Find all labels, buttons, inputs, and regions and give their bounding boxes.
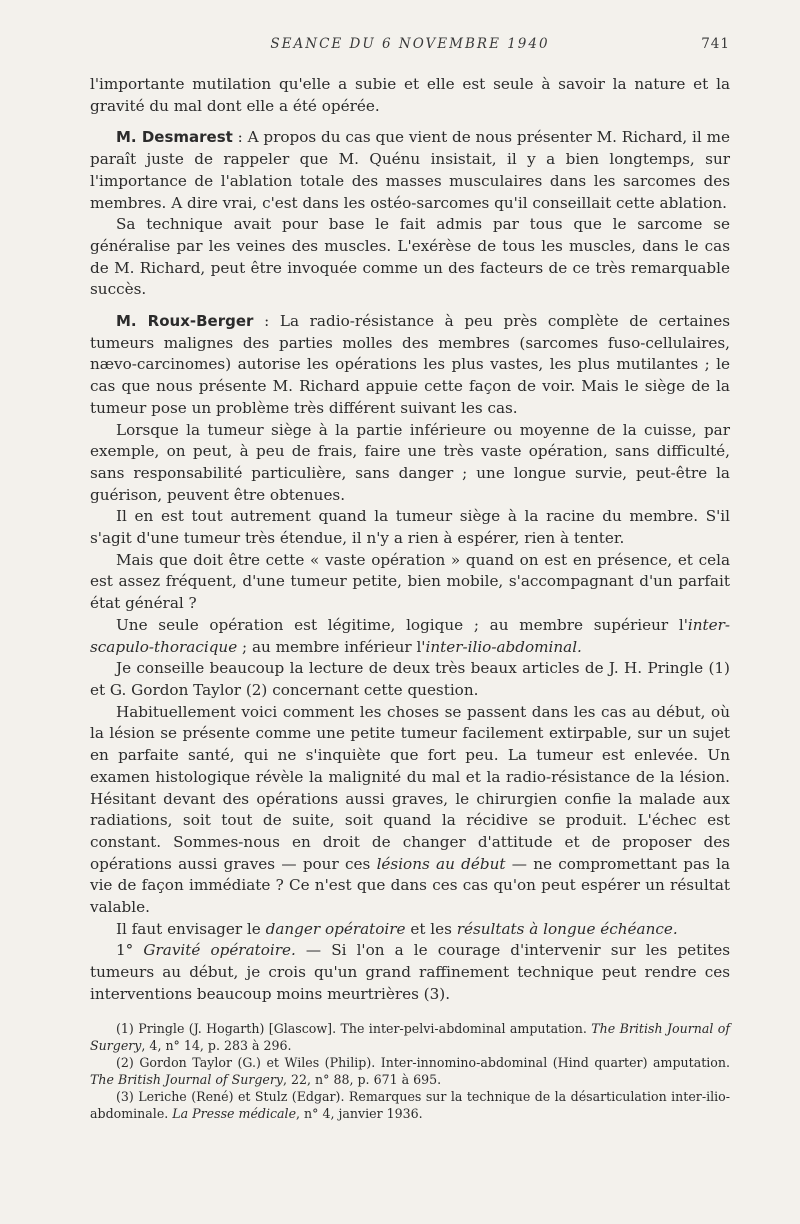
paragraph: Sa technique avait pour base le fait admis par tous que le sarcome se généralise par les veines des muscles. L'exérèse de tous les muscles, dans le cas de M. Richard, peut être invoquée comme un des facteurs de ce très remarquable succès.: [90, 215, 730, 299]
italic-term: Gravité opératoire.: [143, 941, 296, 960]
speaker-name-desmarest: M. Desmarest: [116, 128, 233, 147]
text-run: (3) Leriche (René) et Stulz (Edgar). Remarques sur la technique de la désarticulation inter-ilio-abdominale.: [90, 1088, 730, 1121]
paragraph-text: : La radio-résistance à peu près complète de certaines tumeurs malignes des parties molles des membres (sarcomes fuso-cellulaires, nævo-carcinomes) autorise les opérations les plus vastes, les plus mutilantes ; le cas que nous présente M. Richard appuie cette façon de voir. Mais le siège de la tumeur pose un problème très différent suivant les cas.: [90, 312, 730, 417]
text-run: , 22, n° 88, p. 671 à 695.: [283, 1071, 442, 1087]
italic-term: danger opératoire: [265, 919, 406, 938]
paragraph: [90, 615, 730, 658]
paragraph-roux-berger: [90, 311, 730, 420]
paragraph: Je conseille beaucoup la lecture de deux très beaux articles de J. H. Pringle (1) et G. Gordon Taylor (2) concernant cette question.: [90, 659, 730, 699]
footnotes: [90, 1020, 730, 1122]
document-page: [90, 30, 730, 1122]
italic-term: lésions au début: [376, 854, 506, 873]
text-run: — Si l'on a le courage d'intervenir sur les petites tumeurs au début, je crois qu'un grand raffinement technique peut rendre ces interventions beaucoup moins meurtrières (3).: [90, 941, 730, 1003]
text-run: (2) Gordon Taylor (G.) et Wiles (Philip). Inter-innomino-abdominal (Hind quarter) amputation.: [116, 1054, 730, 1070]
text-run: Habituellement voici comment les choses se passent dans les cas au début, où la lésion se présente comme une petite tumeur facilement extirpable, sur un sujet en parfaite santé, qui ne s'inquiète que fort peu. La tumeur est enlevée. Un examen histologique révèle la malignité du mal et la radio-résistance de la lésion. Hésitant devant des opérations aussi graves, le chirurgien confie la malade aux radiations, soit tout de suite, soit quand la récidive se produit. L'échec est constant. Sommes-nous en droit de changer d'attitude et de proposer des opérations aussi graves: [90, 702, 730, 873]
text-run: Une seule opération est légitime, logique ; au membre supérieur l': [116, 615, 688, 634]
header-title: SEANCE DU 6 NOVEMBRE 1940: [270, 36, 550, 52]
text-run: Il faut envisager le: [116, 919, 266, 938]
italic-term: résultats à longue échéance.: [456, 919, 678, 938]
footnote-1: [90, 1020, 730, 1054]
running-header: [90, 30, 730, 58]
text-run: , 4, n° 14, p. 283 à 296.: [141, 1037, 292, 1053]
journal-title: The British Journal of Surgery: [90, 1020, 730, 1053]
text-run: et les: [405, 919, 457, 938]
text-run: — pour ces: [281, 854, 377, 873]
journal-title: The British Journal of Surgery: [90, 1071, 284, 1087]
italic-term: inter-scapulo-thoracique: [90, 615, 730, 656]
paragraph-text: : A propos du cas que vient de nous présenter M. Richard, il me paraît juste de rappeler que M. Quénu insistait, il y a bien longtemps, sur l'importance de l'ablation totale des masses musculaires dans les sarcomes des membres. A dire vrai, c'est dans les ostéo-sarcomes qu'il conseillait cette ablation.: [90, 128, 730, 212]
text-run: — ne compromettant pas la vie de façon immédiate ? Ce n'est que dans ces cas qu'on peut espérer un résultat valable.: [90, 854, 730, 917]
text-run: ; au membre inférieur l': [237, 637, 426, 656]
text-run: 1°: [116, 941, 144, 960]
paragraph: [90, 919, 730, 941]
italic-term: inter-ilio-abdominal.: [425, 637, 582, 656]
paragraph: Lorsque la tumeur siège à la partie inférieure ou moyenne de la cuisse, par exemple, on peut, à peu de frais, faire une très vaste opération, sans difficulté, sans responsabilité particulière, sans danger ; une longue survie, peut-être la guérison, peuvent être obtenues.: [90, 420, 730, 504]
paragraph-desmarest: [90, 127, 730, 214]
text-run: , n° 4, janvier 1936.: [296, 1105, 423, 1121]
footnote-3: [90, 1088, 730, 1122]
paragraph: Il en est tout autrement quand la tumeur siège à la racine du membre. S'il s'agit d'une tumeur très étendue, il n'y a rien à espérer, rien à tenter.: [90, 507, 730, 548]
speaker-name-roux-berger: M. Roux-Berger: [116, 312, 254, 331]
paragraph: Mais que doit être cette « vaste opération » quand on est en présence, et cela est assez fréquent, d'une tumeur petite, bien mobile, s'accompagnant d'un parfait état général ?: [90, 550, 730, 613]
paragraph: [90, 940, 730, 1005]
page-number: 741: [701, 36, 730, 52]
paragraph: [90, 702, 730, 919]
paragraph-continuation: l'importante mutilation qu'elle a subie et elle est seule à savoir la nature et la gravité du mal dont elle a été opérée.: [90, 75, 730, 115]
footnote-2: [90, 1054, 730, 1088]
journal-title: La Presse médicale: [172, 1105, 297, 1121]
text-run: (1) Pringle (J. Hogarth) [Glascow]. The inter-pelvi-abdominal amputation.: [116, 1020, 592, 1036]
